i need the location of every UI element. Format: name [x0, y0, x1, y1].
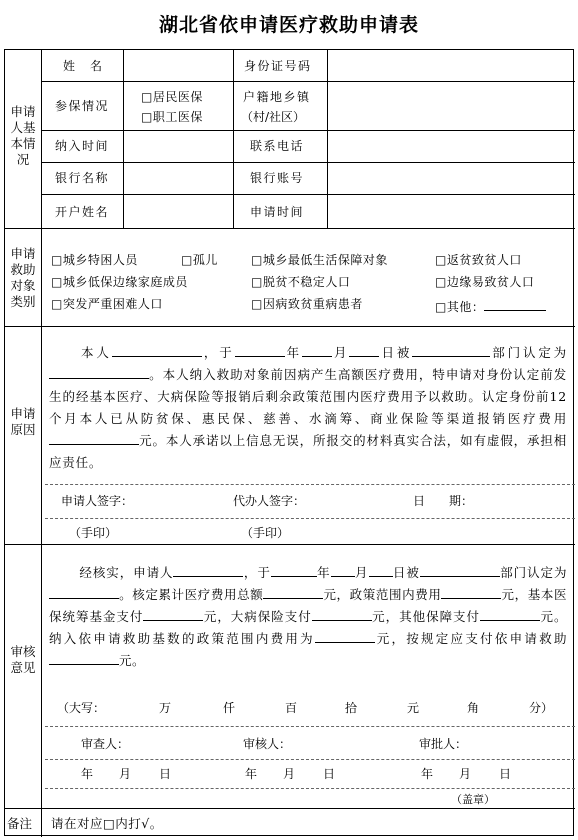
daxie-qian: 仟	[223, 701, 236, 715]
bank-name-label: 银行名称	[55, 171, 110, 185]
column-line	[233, 50, 234, 228]
included-time-label: 纳入时间	[55, 139, 110, 153]
reason-dept-blank[interactable]	[412, 344, 490, 357]
category-other[interactable]	[435, 298, 546, 313]
category-low-income-edge[interactable]: □城乡低保边缘家庭成员	[51, 275, 188, 289]
daxie-open: （大写：	[57, 701, 106, 715]
section-line	[5, 228, 575, 229]
hukou-label: 户籍地乡镇	[243, 90, 311, 104]
review-payment-blank[interactable]	[49, 652, 119, 665]
dashed-line	[45, 759, 575, 760]
row-line	[41, 130, 575, 131]
form-title: 湖北省依申请医疗救助申请表	[158, 14, 419, 36]
review-basic-fund-blank[interactable]	[143, 608, 203, 621]
section-line	[5, 808, 575, 809]
review-day-blank[interactable]	[369, 564, 393, 577]
category-minimum-living[interactable]: □城乡最低生活保障对象	[251, 253, 388, 267]
category-return-poverty[interactable]: □返贫致贫人口	[435, 253, 522, 267]
category-sudden-hardship[interactable]: □突发严重困难人口	[51, 297, 163, 311]
review-paragraph: 经核实，申请人 ，于 年 月 日被 部门认定为。核定累计医疗费用总额 元，政策范围内费用 元，基本医保统筹基金支付 元，大病保险支付 元，其他保障支付 元。纳入依申请救助基数的政策范围内费用为 元，按规定应支付依申请救助元。	[49, 565, 567, 668]
reason-month-blank[interactable]	[302, 344, 332, 357]
other-blank[interactable]	[484, 298, 546, 311]
row-line	[41, 81, 575, 82]
label-column-line	[41, 50, 42, 837]
reason-year-blank[interactable]	[235, 344, 285, 357]
section-label-reason: 申请原因	[10, 406, 36, 437]
reason-amount-blank[interactable]	[49, 432, 139, 445]
review-total-blank[interactable]	[263, 586, 323, 599]
checker-day: 日	[159, 767, 172, 781]
approver-month: 月	[459, 767, 472, 781]
approver-label: 审批人：	[419, 737, 468, 751]
category-extreme-poverty[interactable]: □城乡特困人员	[51, 253, 138, 267]
checker-month: 月	[119, 767, 132, 781]
daxie-jiao: 角	[467, 701, 480, 715]
dashed-line	[45, 726, 575, 727]
review-base-blank[interactable]	[315, 630, 375, 643]
reason-paragraph: 本人 ，于 年 月 日被 部门认定为。本人纳入救助对象前因病产生高额医疗费用，特申请对身份认定前发生的经基本医疗、大病保险等报销后剩余政策范围内医疗费用予以救助。认定身份前12个月本人已从防贫保、惠民保、慈善、水滴筹、商业保险等渠道报销医疗费用元。本人承诺以上信息无误，所报交的材料真实合法，如有虚假，承担相应责任。	[49, 345, 567, 470]
section-label-category: 申请救助对象类别	[10, 246, 36, 309]
reviewer-day: 日	[323, 767, 336, 781]
name-label: 姓 名	[63, 59, 104, 73]
row-line	[41, 162, 575, 163]
review-month-blank[interactable]	[331, 564, 355, 577]
daxie-wan: 万	[159, 701, 172, 715]
dashed-line	[45, 518, 575, 519]
phone-label: 联系电话	[250, 139, 305, 153]
form-table	[4, 49, 574, 836]
reviewer-year: 年	[245, 767, 258, 781]
reason-name-blank[interactable]	[112, 344, 202, 357]
approver-day: 日	[499, 767, 512, 781]
category-illness-poverty[interactable]: □因病致贫重病患者	[251, 297, 363, 311]
agent-fingerprint: （手印）	[241, 526, 290, 540]
reviewer-label: 审核人：	[243, 737, 292, 751]
reason-date-label: 日 期：	[413, 494, 474, 508]
dashed-line	[45, 484, 575, 485]
account-name-label: 开户姓名	[55, 205, 110, 219]
review-other-blank[interactable]	[480, 608, 540, 621]
apply-time-label: 申请时间	[250, 205, 305, 219]
applicant-signature-label: 申请人签字：	[61, 494, 134, 508]
seal-label: （盖章）	[451, 793, 495, 806]
bank-account-label: 银行账号	[250, 171, 305, 185]
reason-identity-blank[interactable]	[49, 366, 149, 379]
reason-day-blank[interactable]	[349, 344, 379, 357]
column-line	[123, 50, 124, 228]
checker-year: 年	[81, 767, 94, 781]
review-major-illness-blank[interactable]	[312, 608, 372, 621]
insurance-option-employee[interactable]: □职工医保	[141, 110, 203, 124]
category-other-label: □其他：	[435, 300, 485, 314]
daxie-fen: 分）	[529, 701, 554, 715]
section-line	[5, 326, 575, 327]
note-text: 请在对应□内打√。	[51, 816, 163, 831]
row-line	[41, 194, 575, 195]
review-policy-blank[interactable]	[441, 586, 501, 599]
daxie-bai: 百	[285, 701, 298, 715]
category-edge-poverty[interactable]: □边缘易致贫人口	[435, 275, 535, 289]
review-name-blank[interactable]	[173, 564, 243, 577]
insurance-label: 参保情况	[55, 99, 110, 113]
column-line	[327, 50, 328, 228]
daxie-yuan: 元	[407, 701, 420, 715]
review-identity-blank[interactable]	[49, 586, 119, 599]
reviewer-month: 月	[283, 767, 296, 781]
category-orphan[interactable]: □孤儿	[181, 253, 218, 267]
section-line	[5, 544, 575, 545]
daxie-shi: 拾	[345, 701, 358, 715]
insurance-option-resident[interactable]: □居民医保	[141, 90, 203, 104]
checker-label: 审查人：	[81, 737, 130, 751]
section-label-review: 审核意见	[10, 644, 36, 675]
section-label-basic: 申请人基本情况	[10, 104, 36, 167]
approver-year: 年	[421, 767, 434, 781]
dashed-line	[45, 788, 575, 789]
note-label: 备注	[7, 816, 33, 831]
review-year-blank[interactable]	[271, 564, 317, 577]
hukou-sublabel: （村/社区）	[241, 110, 306, 124]
id-number-label: 身份证号码	[244, 59, 312, 73]
review-dept-blank[interactable]	[420, 564, 500, 577]
category-unstable-poverty[interactable]: □脱贫不稳定人口	[251, 275, 351, 289]
applicant-fingerprint: （手印）	[69, 526, 118, 540]
agent-signature-label: 代办人签字：	[233, 494, 306, 508]
